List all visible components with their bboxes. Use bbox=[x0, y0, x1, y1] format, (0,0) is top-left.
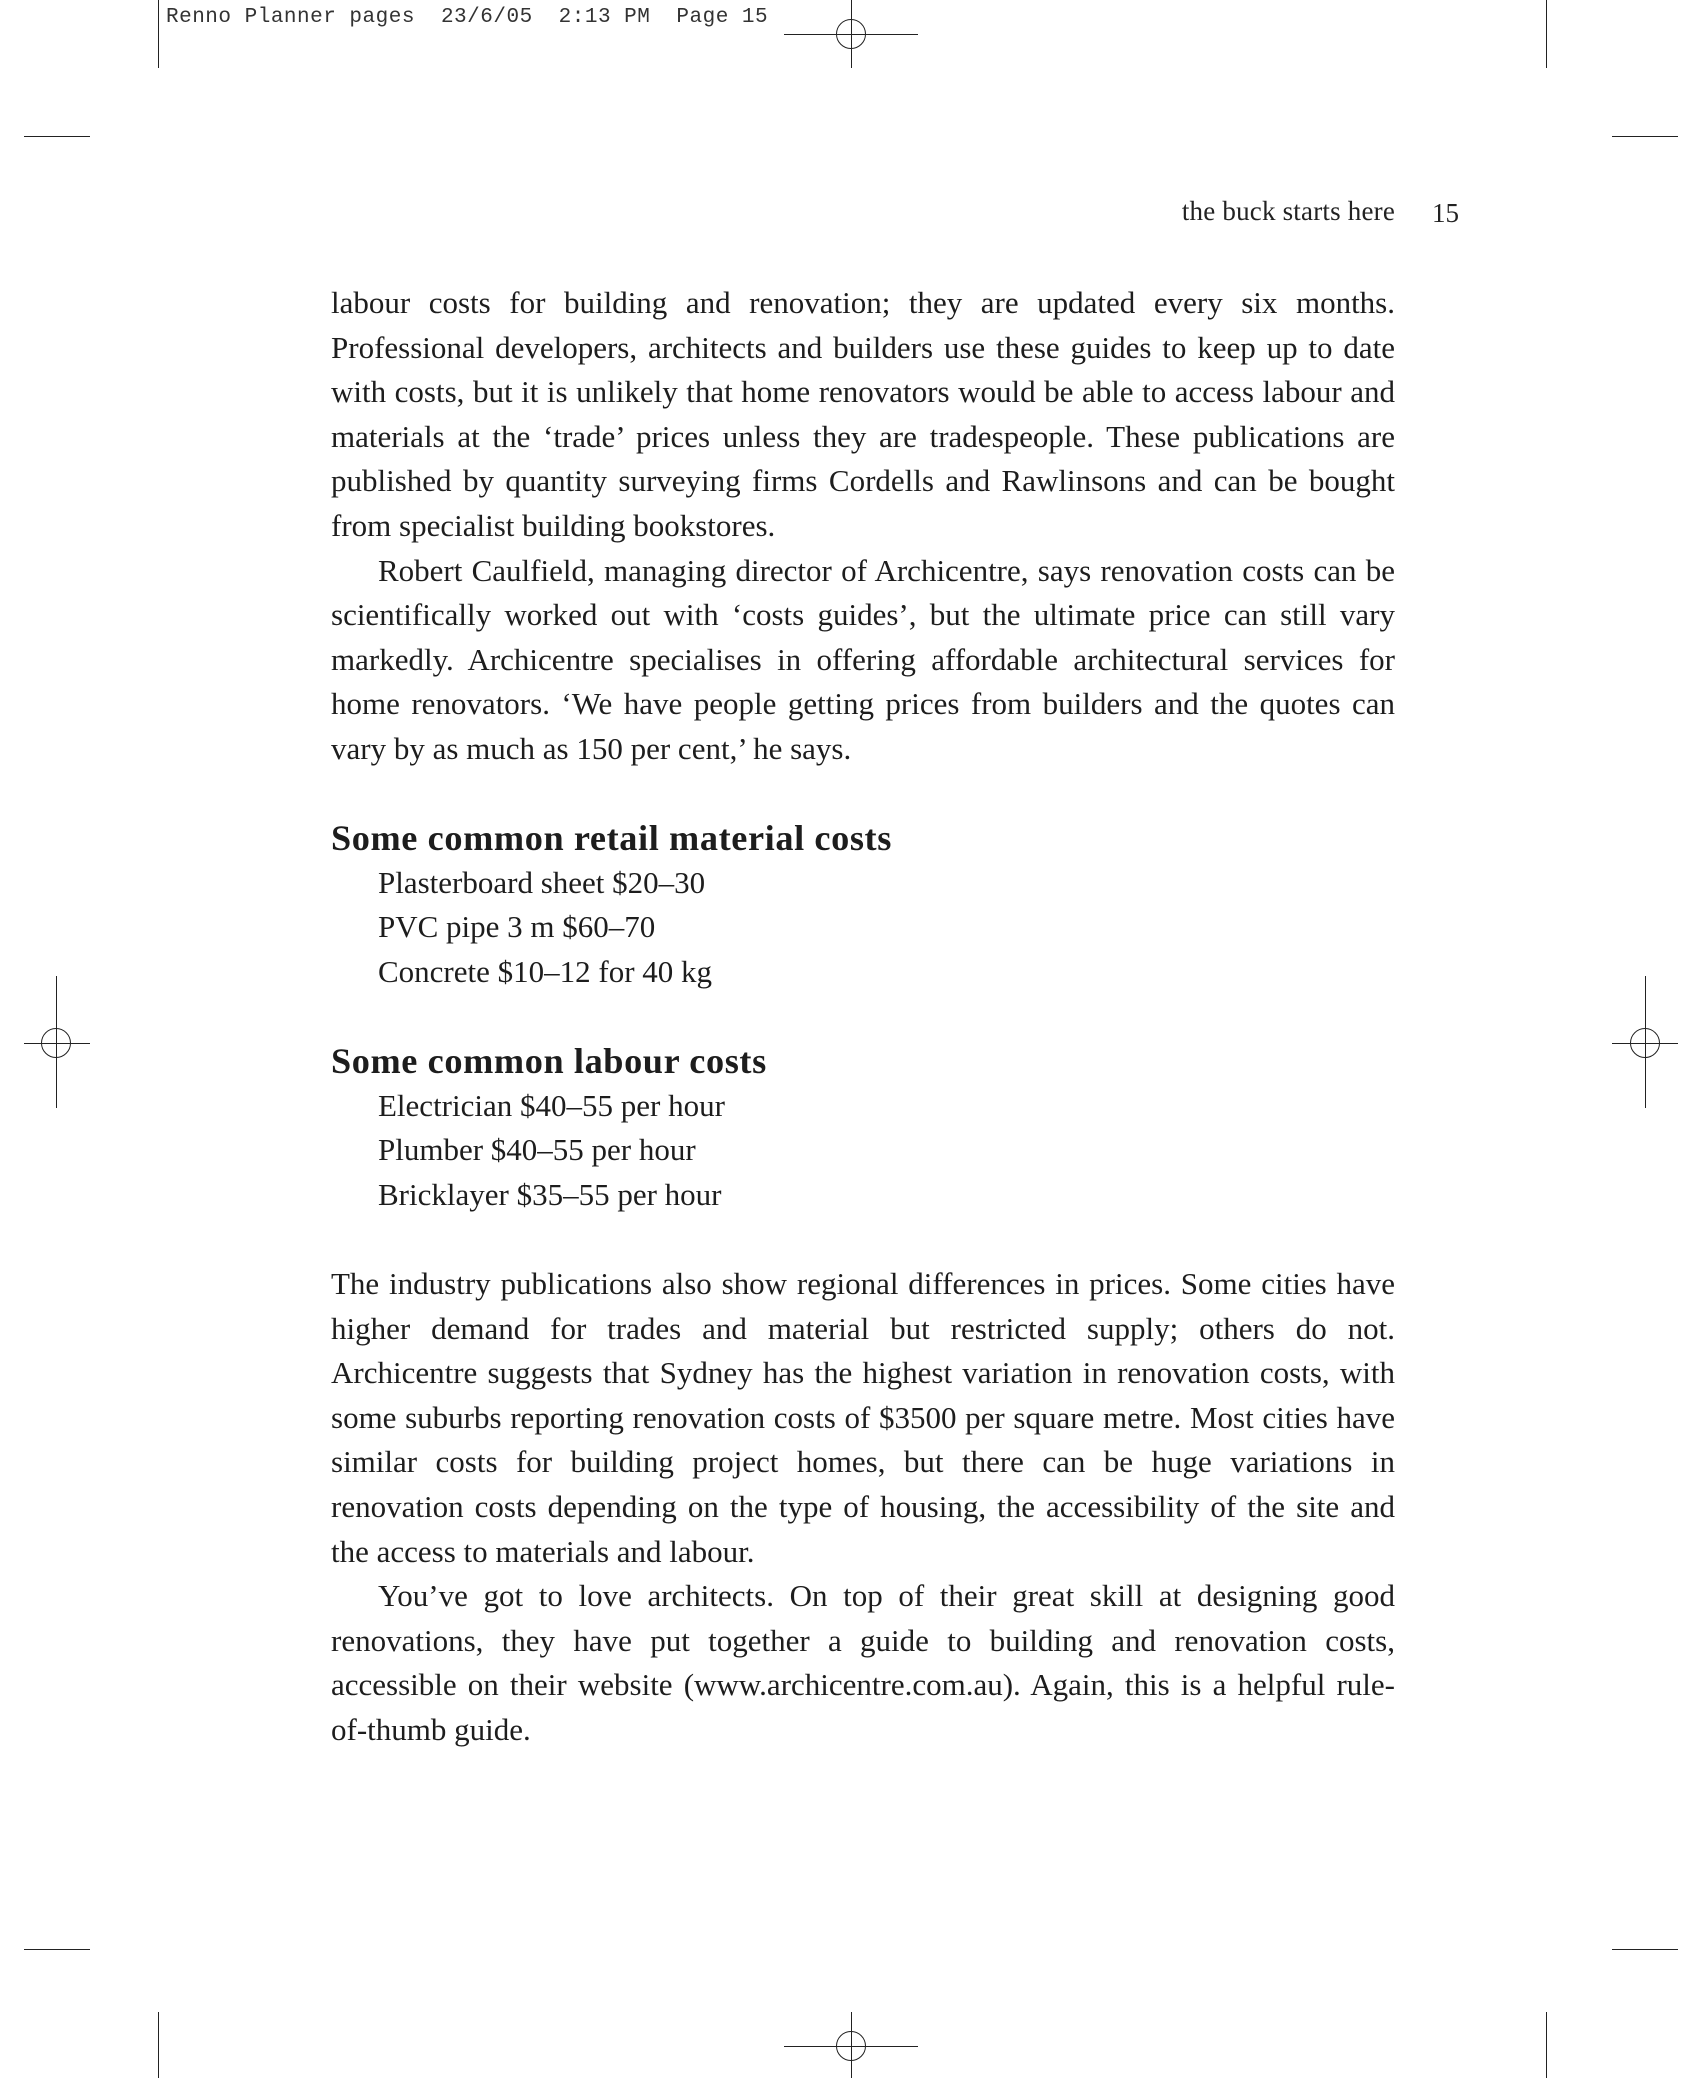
crop-mark-left-upper bbox=[24, 136, 90, 137]
slug-date: 23/6/05 bbox=[440, 6, 533, 29]
body-paragraph: You’ve got to love architects. On top of their great skill at designing good renovations, they have put together a guide to building and renovation costs, accessible on their website (www.archicentre.com.au). Again, this is a helpful rule-of-thumb guide. bbox=[331, 1578, 1395, 1747]
body-paragraph: labour costs for building and renovation; they are updated every six months. Professional developers, architects and builders use these guides to keep up to date with costs, but it is unlikely that home renovators would be able to access labour and materials at the ‘trade’ prices unless they are tradespeople. These publications are published by quantity surveying firms Cordells and Rawlinsons and can be bought from specialist building bookstores. bbox=[331, 285, 1395, 543]
labour-heading: Some common labour costs bbox=[331, 1041, 767, 1082]
slug-filename: Renno Planner pages bbox=[166, 6, 415, 29]
crop-mark-top-right bbox=[1546, 0, 1547, 68]
slug-time: 2:13 PM bbox=[558, 6, 651, 29]
list-item: Plasterboard sheet $20–30 bbox=[378, 864, 706, 900]
slug-page: Page 15 bbox=[676, 6, 769, 29]
crop-mark-bottom-right bbox=[1546, 2012, 1547, 2078]
list-item: Concrete $10–12 for 40 kg bbox=[378, 953, 713, 989]
crop-mark-bottom-left bbox=[158, 2012, 159, 2078]
list-item: PVC pipe 3 m $60–70 bbox=[378, 909, 656, 945]
crop-mark-right-upper bbox=[1612, 136, 1678, 137]
list-item: Electrician $40–55 per hour bbox=[378, 1087, 725, 1123]
spacer bbox=[331, 995, 1395, 1040]
running-head: the buck starts here bbox=[1181, 196, 1395, 226]
printer-slug bbox=[166, 6, 768, 29]
body-paragraph: The industry publications also show regional differences in prices. Some cities have higher demand for trades and material but restricted supply; others do not. Archicentre suggests that Sydney has the highest variation in renovation costs, with some suburbs reporting renovation costs of $3500 per square metre. Most cities have similar costs for building project homes, but there can be huge variations in renovation costs depending on the type of housing, the accessibility of the site and the access to materials and labour. bbox=[331, 1266, 1395, 1569]
spacer bbox=[331, 1217, 1395, 1262]
crop-mark-left-lower bbox=[24, 1949, 90, 1950]
registration-mark-left-circle bbox=[41, 1028, 71, 1058]
crop-mark-right-lower bbox=[1612, 1949, 1678, 1950]
labour-list bbox=[331, 1084, 1395, 1218]
spacer bbox=[331, 772, 1395, 817]
materials-list bbox=[331, 861, 1395, 995]
registration-mark-top-circle bbox=[836, 19, 866, 49]
page-number: 15 bbox=[1432, 198, 1459, 228]
registration-mark-bottom-circle bbox=[836, 2031, 866, 2061]
main-text bbox=[331, 281, 1395, 1753]
body-paragraph: Robert Caulfield, managing director of Archicentre, says renovation costs can be scientifically worked out with ‘costs guides’, but the ultimate price can still vary markedly. Archicentre specialises in offering affordable architectural services for home renovators. ‘We have people getting prices from builders and the quotes can vary by as much as 150 per cent,’ he says. bbox=[331, 552, 1395, 766]
registration-mark-right-circle bbox=[1630, 1028, 1660, 1058]
materials-heading: Some common retail material costs bbox=[331, 818, 892, 859]
list-item: Bricklayer $35–55 per hour bbox=[378, 1176, 722, 1212]
crop-mark-top-left bbox=[158, 0, 159, 68]
list-item: Plumber $40–55 per hour bbox=[378, 1132, 696, 1168]
